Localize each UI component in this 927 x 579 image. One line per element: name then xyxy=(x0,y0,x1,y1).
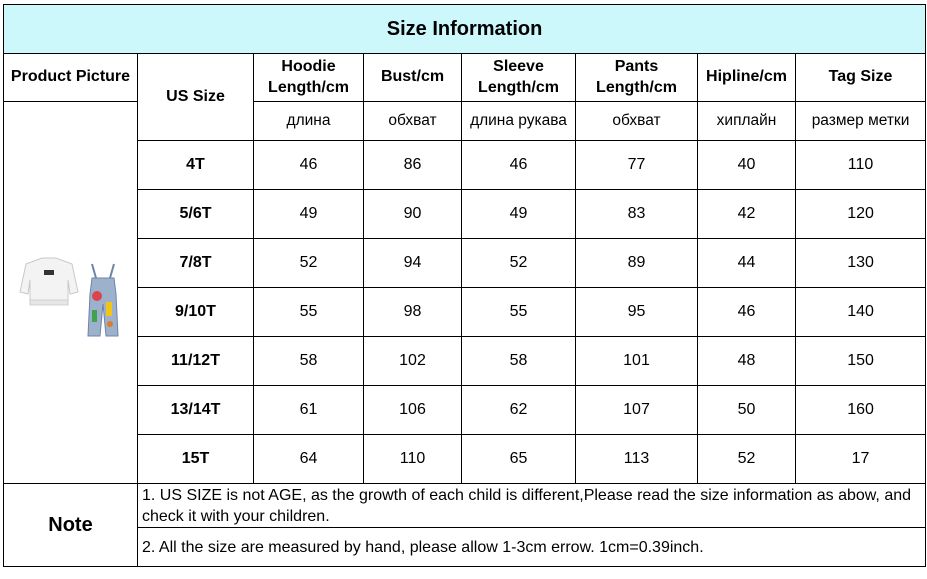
sleeve-cell: 58 xyxy=(462,337,576,386)
header-us-size: US Size xyxy=(138,54,254,141)
ru-sleeve: длина рукава xyxy=(462,102,576,141)
size-cell: 15T xyxy=(138,435,254,484)
hip-cell: 46 xyxy=(698,288,796,337)
note-label: Note xyxy=(4,484,138,567)
header-sleeve-length: Sleeve Length/cm xyxy=(462,54,576,102)
pants-cell: 113 xyxy=(576,435,698,484)
bust-cell: 110 xyxy=(364,435,462,484)
tag-cell: 110 xyxy=(796,141,926,190)
bust-cell: 106 xyxy=(364,386,462,435)
hip-cell: 52 xyxy=(698,435,796,484)
table-title: Size Information xyxy=(4,5,926,54)
ru-tag: размер метки xyxy=(796,102,926,141)
tag-cell: 120 xyxy=(796,190,926,239)
hoodie-cell: 49 xyxy=(254,190,364,239)
bust-cell: 86 xyxy=(364,141,462,190)
header-bust: Bust/cm xyxy=(364,54,462,102)
table-row xyxy=(4,386,926,435)
sleeve-cell: 55 xyxy=(462,288,576,337)
size-table xyxy=(3,4,926,567)
hoodie-cell: 58 xyxy=(254,337,364,386)
bust-cell: 90 xyxy=(364,190,462,239)
size-cell: 11/12T xyxy=(138,337,254,386)
product-picture-cell xyxy=(4,102,138,484)
table-row xyxy=(4,435,926,484)
ru-pants: обхват xyxy=(576,102,698,141)
tag-cell: 17 xyxy=(796,435,926,484)
header-product-picture: Product Picture xyxy=(4,54,138,102)
size-cell: 4T xyxy=(138,141,254,190)
pants-cell: 95 xyxy=(576,288,698,337)
hip-cell: 42 xyxy=(698,190,796,239)
table-row xyxy=(4,337,926,386)
note-line-2: 2. All the size are measured by hand, please allow 1-3cm errow. 1cm=0.39inch. xyxy=(138,528,926,567)
pants-cell: 101 xyxy=(576,337,698,386)
hoodie-cell: 55 xyxy=(254,288,364,337)
tag-cell: 130 xyxy=(796,239,926,288)
size-cell: 13/14T xyxy=(138,386,254,435)
hip-cell: 50 xyxy=(698,386,796,435)
size-cell: 7/8T xyxy=(138,239,254,288)
hoodie-cell: 46 xyxy=(254,141,364,190)
header-pants-length: Pants Length/cm xyxy=(576,54,698,102)
tag-cell: 140 xyxy=(796,288,926,337)
table-row xyxy=(4,239,926,288)
pants-cell: 77 xyxy=(576,141,698,190)
ru-hoodie: длина xyxy=(254,102,364,141)
sleeve-cell: 49 xyxy=(462,190,576,239)
bust-cell: 102 xyxy=(364,337,462,386)
pants-cell: 89 xyxy=(576,239,698,288)
pants-cell: 107 xyxy=(576,386,698,435)
hip-cell: 44 xyxy=(698,239,796,288)
hip-cell: 40 xyxy=(698,141,796,190)
hip-cell: 48 xyxy=(698,337,796,386)
table-row xyxy=(4,141,926,190)
ru-hipline: хиплайн xyxy=(698,102,796,141)
hoodie-cell: 61 xyxy=(254,386,364,435)
sweatshirt-graphic xyxy=(20,258,78,305)
sleeve-cell: 65 xyxy=(462,435,576,484)
note-line-1: 1. US SIZE is not AGE, as the growth of each child is different,Please read the size information as abow, and check it with your children. xyxy=(138,484,926,528)
sleeve-cell: 46 xyxy=(462,141,576,190)
header-tag-size: Tag Size xyxy=(796,54,926,102)
size-cell: 5/6T xyxy=(138,190,254,239)
bust-cell: 98 xyxy=(364,288,462,337)
table-row xyxy=(4,288,926,337)
size-chart xyxy=(3,4,925,567)
hoodie-cell: 52 xyxy=(254,239,364,288)
header-hipline: Hipline/cm xyxy=(698,54,796,102)
header-hoodie-length: Hoodie Length/cm xyxy=(254,54,364,102)
hoodie-cell: 64 xyxy=(254,435,364,484)
product-image xyxy=(12,244,130,342)
overalls-graphic xyxy=(88,264,118,336)
tag-cell: 150 xyxy=(796,337,926,386)
table-row xyxy=(4,190,926,239)
size-cell: 9/10T xyxy=(138,288,254,337)
sleeve-cell: 52 xyxy=(462,239,576,288)
bust-cell: 94 xyxy=(364,239,462,288)
tag-cell: 160 xyxy=(796,386,926,435)
pants-cell: 83 xyxy=(576,190,698,239)
ru-bust: обхват xyxy=(364,102,462,141)
sleeve-cell: 62 xyxy=(462,386,576,435)
